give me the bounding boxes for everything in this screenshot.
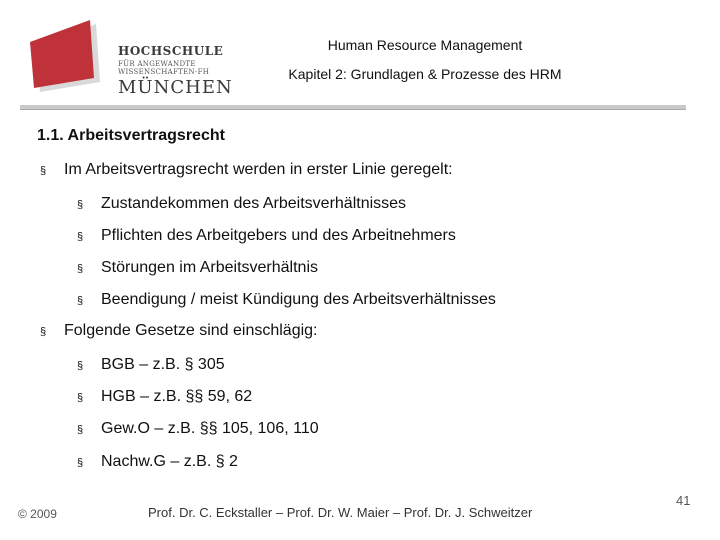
bullet-mark: § <box>40 326 47 338</box>
header-divider <box>20 105 686 110</box>
bullet-text: Folgende Gesetze sind einschlägig: <box>64 322 318 339</box>
bullet-mark: § <box>77 392 84 404</box>
bullet-mark: § <box>77 424 84 436</box>
bullet-mark: § <box>77 199 84 211</box>
bullet-text: Im Arbeitsvertragsrecht werden in erster Linie geregelt: <box>64 161 453 178</box>
sub-bullet-text: Pflichten des Arbeitgebers und des Arbeitnehmers <box>101 227 456 244</box>
header-title: Human Resource Management <box>327 37 523 53</box>
bullet-mark: § <box>77 295 84 307</box>
sub-bullet-text: HGB – z.B. §§ 59, 62 <box>101 388 253 405</box>
logo-line-muenchen: MÜNCHEN <box>118 77 233 98</box>
bullet-mark: § <box>77 360 84 372</box>
section-title: 1.1. Arbeitsvertragsrecht <box>37 127 225 144</box>
sub-bullet-text: BGB – z.B. § 305 <box>101 356 225 373</box>
logo-line-wissenschaften: WISSENSCHAFTEN-FH <box>118 68 210 76</box>
header-subtitle: Kapitel 2: Grundlagen & Prozesse des HRM <box>288 66 562 82</box>
footer-authors: Prof. Dr. C. Eckstaller – Prof. Dr. W. Maier – Prof. Dr. J. Schweitzer <box>148 505 533 520</box>
logo-line-hochschule: HOCHSCHULE <box>118 44 224 58</box>
logo-line-angewandte: FÜR ANGEWANDTE <box>118 60 196 68</box>
university-logo <box>22 18 233 100</box>
sub-bullet-text: Beendigung / meist Kündigung des Arbeitsverhältnisses <box>101 291 496 308</box>
bullet-mark: § <box>77 231 84 243</box>
sub-bullet-text: Zustandekommen des Arbeitsverhältnisses <box>101 195 407 212</box>
page-number: 41 <box>676 493 691 508</box>
sub-bullet-text: Nachw.G – z.B. § 2 <box>101 453 238 470</box>
bullet-mark: § <box>40 165 47 177</box>
sub-bullet-text: Gew.O – z.B. §§ 105, 106, 110 <box>101 420 319 437</box>
bullet-mark: § <box>77 457 84 469</box>
sub-bullet-text: Störungen im Arbeitsverhältnis <box>101 259 318 276</box>
bullet-mark: § <box>77 263 84 275</box>
footer-copyright: © 2009 <box>18 507 57 521</box>
